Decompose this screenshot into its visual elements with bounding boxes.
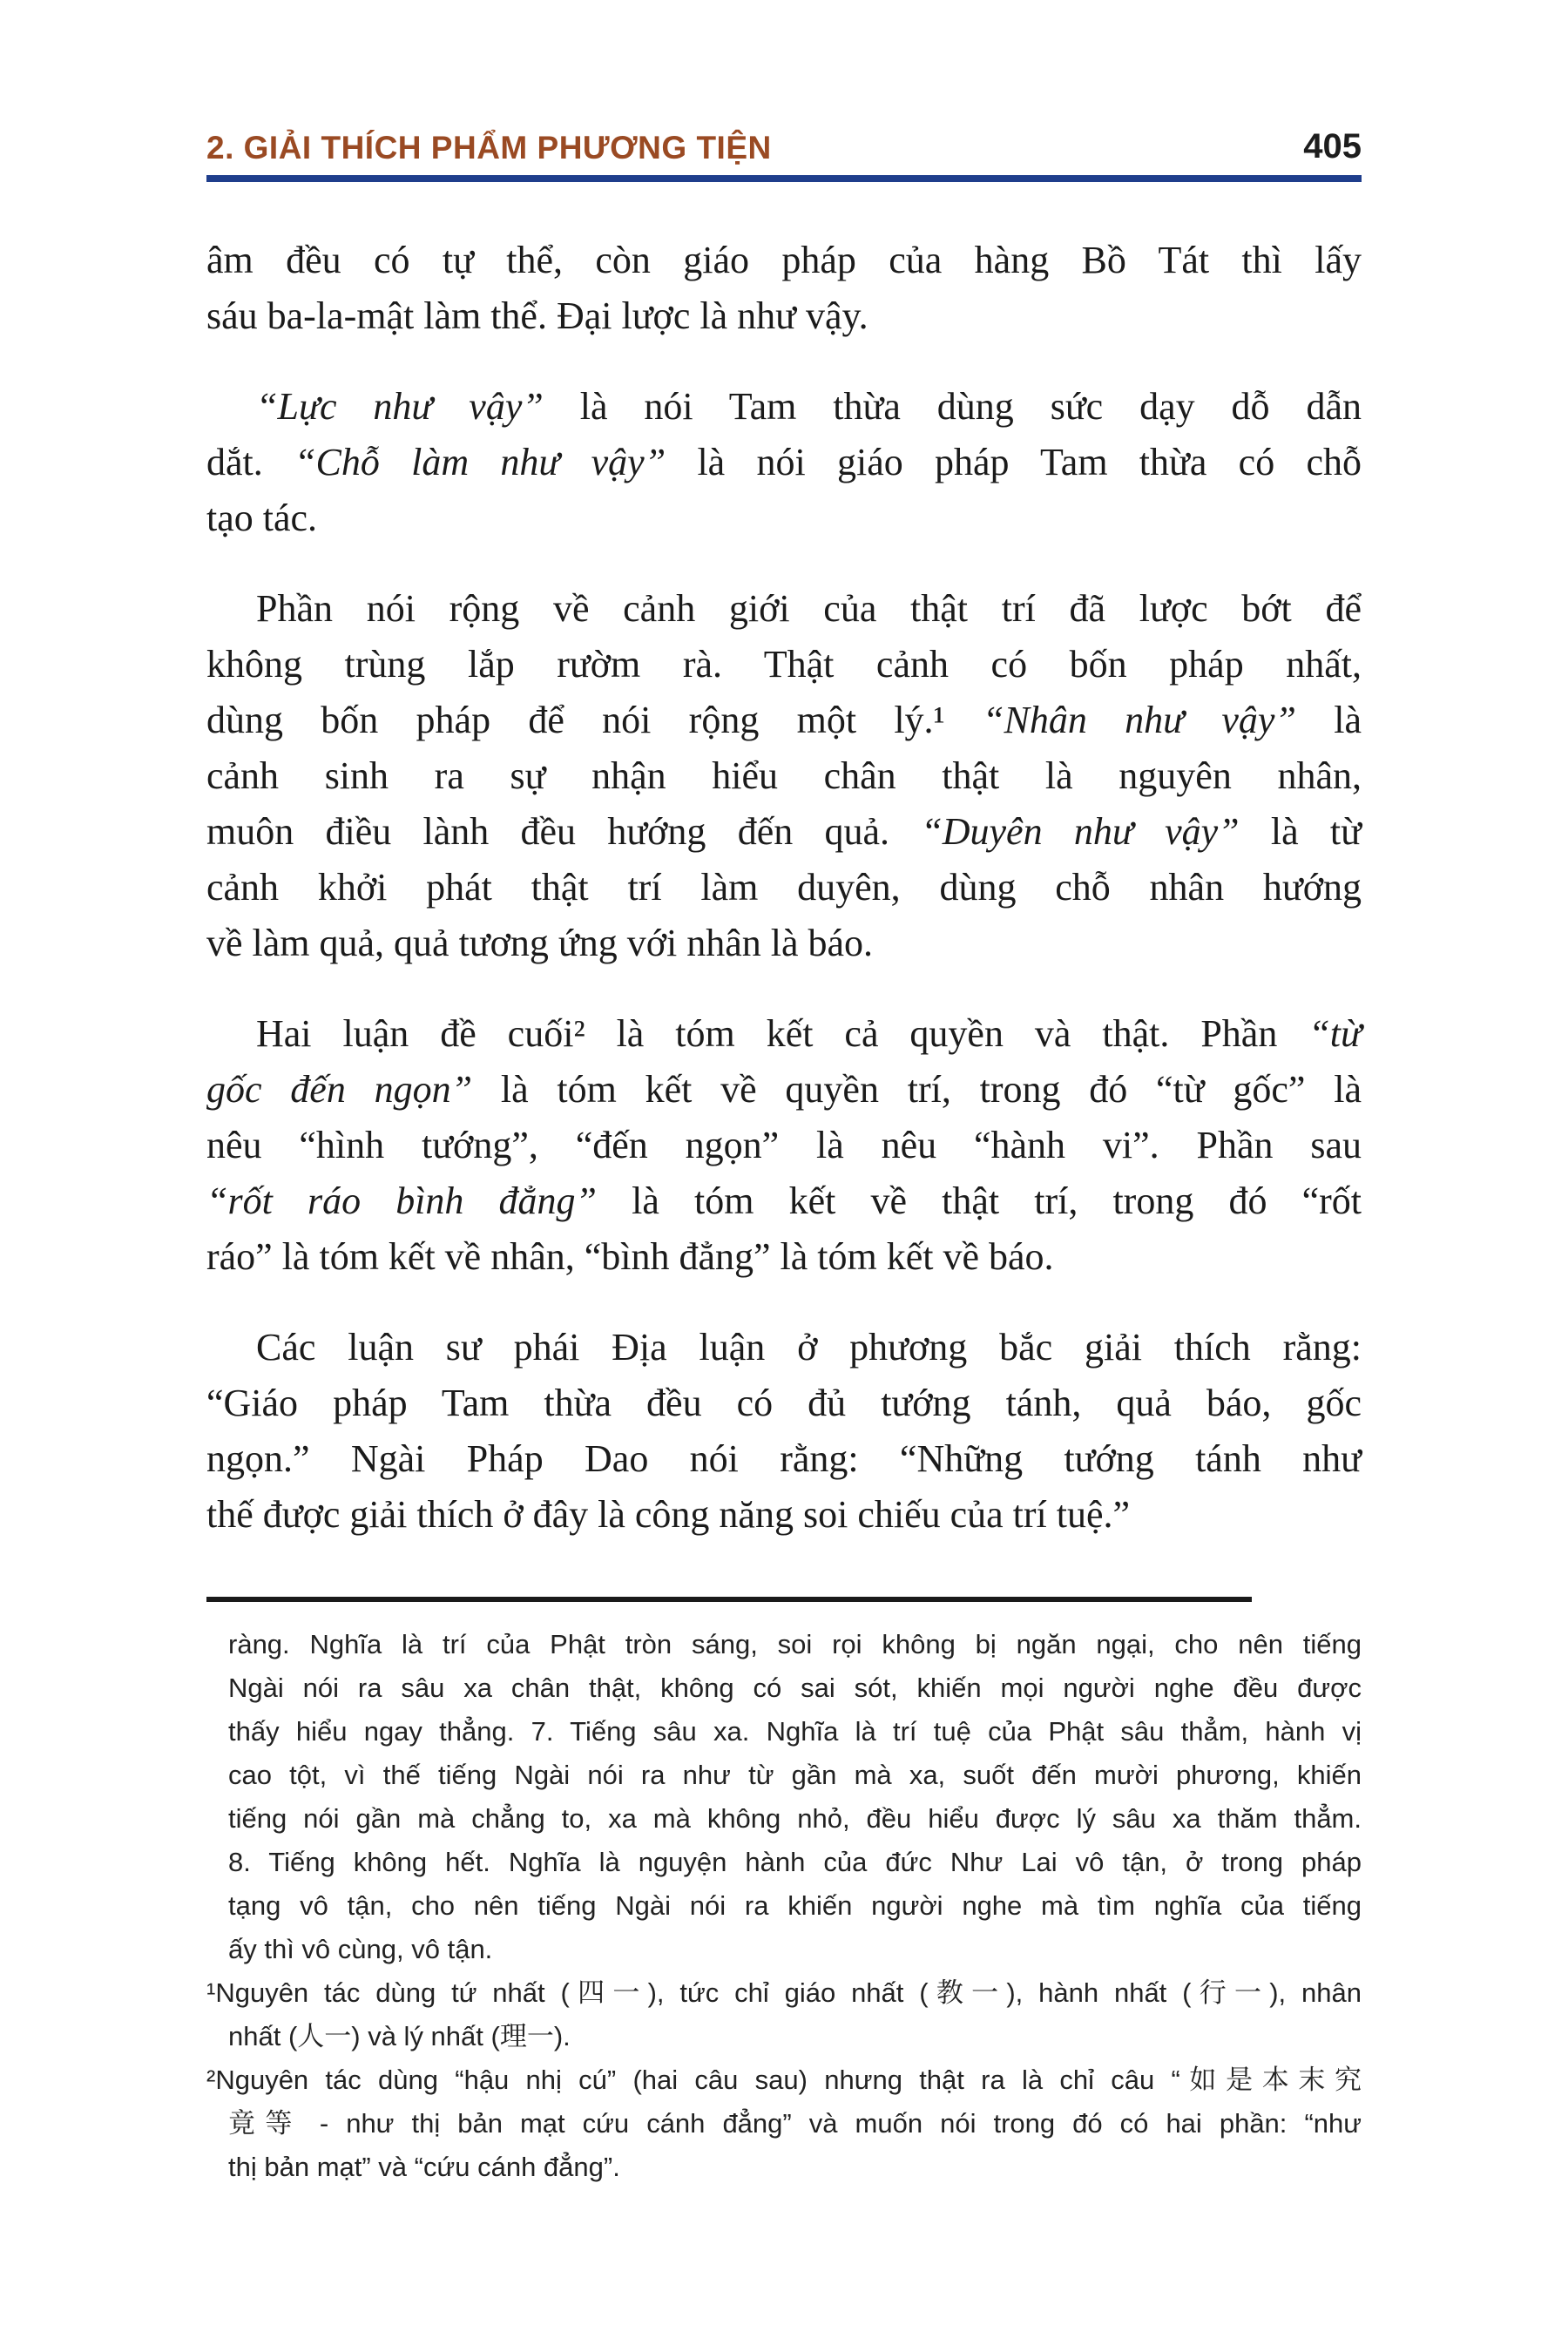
text-segment: không trùng lắp rườm rà. Thật cảnh có bốn pháp nhất, bbox=[206, 643, 1362, 686]
text-line bbox=[206, 1173, 1362, 1229]
paragraph bbox=[206, 581, 1362, 971]
text-line bbox=[206, 748, 1362, 804]
footnote-line: tạng vô tận, cho nên tiếng Ngài nói ra khiến người nghe mà tìm nghĩa của tiếng bbox=[228, 1890, 1362, 1921]
text-segment: là bbox=[1295, 699, 1362, 741]
text-line bbox=[206, 1487, 1362, 1543]
paragraph bbox=[206, 1320, 1362, 1543]
footnote-line: ràng. Nghĩa là trí của Phật tròn sáng, soi rọi không bị ngăn ngại, cho nên tiếng bbox=[228, 1629, 1362, 1659]
text-line bbox=[206, 581, 1362, 637]
paragraph bbox=[206, 379, 1362, 546]
text-line bbox=[206, 490, 1362, 546]
footnote-line: nhất (人一) và lý nhất (理一). bbox=[228, 2021, 571, 2051]
header-rule bbox=[206, 175, 1362, 182]
text-line bbox=[206, 435, 1362, 490]
text-line bbox=[206, 233, 1362, 288]
text-segment: dắt. bbox=[206, 441, 295, 483]
footnote-line: thị bản mạt” và “cứu cánh đẳng”. bbox=[228, 2152, 620, 2182]
italic-text: gốc đến ngọn” bbox=[206, 1068, 473, 1111]
text-segment: là từ bbox=[1239, 810, 1362, 853]
text-line bbox=[206, 860, 1362, 916]
text-segment: nêu “hình tướng”, “đến ngọn” là nêu “hành vi”. Phần sau bbox=[206, 1124, 1362, 1166]
paragraph bbox=[206, 1006, 1362, 1285]
footnote-line: 8. Tiếng không hết. Nghĩa là nguyện hành của đức Như Lai vô tận, ở trong pháp bbox=[228, 1847, 1362, 1877]
text-line bbox=[206, 637, 1362, 693]
text-line bbox=[206, 1431, 1362, 1487]
text-line bbox=[206, 1062, 1362, 1118]
text-segment: về làm quả, quả tương ứng với nhân là báo. bbox=[206, 922, 874, 964]
footnote-line: ¹Nguyên tác dùng tứ nhất (四一), tức chỉ giáo nhất (教一), hành nhất (行一), nhân bbox=[206, 1977, 1362, 2008]
footnote-line: ấy thì vô cùng, vô tận. bbox=[228, 1934, 493, 1964]
footnote bbox=[206, 2058, 1362, 2189]
text-segment: cảnh sinh ra sự nhận hiểu chân thật là nguyên nhân, bbox=[206, 754, 1362, 797]
text-segment: ngọn.” Ngài Pháp Dao nói rằng: “Những tướng tánh như bbox=[206, 1437, 1362, 1480]
text-segment: Các luận sư phái Địa luận ở phương bắc giải thích rằng: bbox=[256, 1326, 1362, 1369]
text-line bbox=[206, 1375, 1362, 1431]
footnote-line: cao tột, vì thế tiếng Ngài nói ra như từ gần mà xa, suốt đến mười phương, khiến bbox=[228, 1760, 1362, 1790]
footnotes-section bbox=[206, 1623, 1362, 2189]
italic-text: “từ bbox=[1308, 1012, 1362, 1055]
body-text bbox=[206, 233, 1362, 1543]
text-line bbox=[206, 693, 1362, 748]
text-segment: tạo tác. bbox=[206, 497, 318, 539]
text-segment: Hai luận đề cuối² là tóm kết cả quyền và thật. Phần bbox=[256, 1012, 1309, 1055]
text-segment: âm đều có tự thể, còn giáo pháp của hàng Bồ Tát thì lấy bbox=[206, 239, 1362, 281]
running-header bbox=[206, 127, 1362, 166]
text-line bbox=[206, 1229, 1362, 1285]
text-line bbox=[206, 1118, 1362, 1173]
italic-text: “Duyên như vậy” bbox=[921, 810, 1240, 853]
text-line bbox=[206, 1006, 1362, 1062]
text-segment: sáu ba-la-mật làm thể. Đại lược là như vậy. bbox=[206, 294, 868, 337]
text-line bbox=[206, 916, 1362, 971]
italic-text: “Chỗ làm như vậy” bbox=[294, 441, 666, 483]
text-segment: thế được giải thích ở đây là công năng soi chiếu của trí tuệ.” bbox=[206, 1493, 1131, 1536]
footnote-line: ²Nguyên tác dùng “hậu nhị cú” (hai câu sau) nhưng thật ra là chỉ câu “如是本末究 bbox=[206, 2065, 1362, 2095]
footnote-line: Ngài nói ra sâu xa chân thật, không có sai sót, khiến mọi người nghe đều được bbox=[228, 1673, 1362, 1703]
text-segment: “Giáo pháp Tam thừa đều có đủ tướng tánh, quả báo, gốc bbox=[206, 1382, 1362, 1424]
footnote-continuation bbox=[206, 1623, 1362, 1971]
text-segment: cảnh khởi phát thật trí làm duyên, dùng chỗ nhân hướng bbox=[206, 866, 1362, 909]
text-line bbox=[206, 288, 1362, 344]
text-segment: là nói Tam thừa dùng sức dạy dỗ dẫn bbox=[543, 385, 1362, 428]
footnote-separator bbox=[206, 1597, 1252, 1602]
chapter-header: 2. GIẢI THÍCH PHẨM PHƯƠNG TIỆN bbox=[206, 130, 772, 166]
text-line bbox=[206, 804, 1362, 860]
text-line bbox=[206, 1320, 1362, 1375]
text-segment: muôn điều lành đều hướng đến quả. bbox=[206, 810, 922, 853]
italic-text: “Lực như vậy” bbox=[256, 385, 544, 428]
paragraph bbox=[206, 233, 1362, 344]
text-segment: là nói giáo pháp Tam thừa có chỗ bbox=[666, 441, 1362, 483]
italic-text: “Nhân như vậy” bbox=[983, 699, 1296, 741]
footnote-line: thấy hiểu ngay thẳng. 7. Tiếng sâu xa. Nghĩa là trí tuệ của Phật sâu thẳm, hành vị bbox=[228, 1716, 1362, 1747]
text-segment: Phần nói rộng về cảnh giới của thật trí đã lược bớt để bbox=[256, 587, 1362, 630]
text-segment: ráo” là tóm kết về nhân, “bình đẳng” là tóm kết về báo. bbox=[206, 1235, 1054, 1278]
footnote-line: tiếng nói gần mà chẳng to, xa mà không nhỏ, đều hiểu được lý sâu xa thăm thẳm. bbox=[228, 1803, 1362, 1834]
text-segment: dùng bốn pháp để nói rộng một lý.¹ bbox=[206, 699, 983, 741]
page-number: 405 bbox=[1303, 127, 1362, 166]
italic-text: “rốt ráo bình đẳng” bbox=[206, 1179, 598, 1222]
page-content bbox=[206, 127, 1362, 2189]
text-segment: là tóm kết về quyền trí, trong đó “từ gốc” là bbox=[472, 1068, 1362, 1111]
footnote bbox=[206, 1971, 1362, 2058]
footnote-line: 竟等 - như thị bản mạt cứu cánh đẳng” và muốn nói trong đó có hai phần: “như bbox=[228, 2108, 1362, 2139]
text-line bbox=[206, 379, 1362, 435]
text-segment: là tóm kết về thật trí, trong đó “rốt bbox=[597, 1179, 1362, 1222]
